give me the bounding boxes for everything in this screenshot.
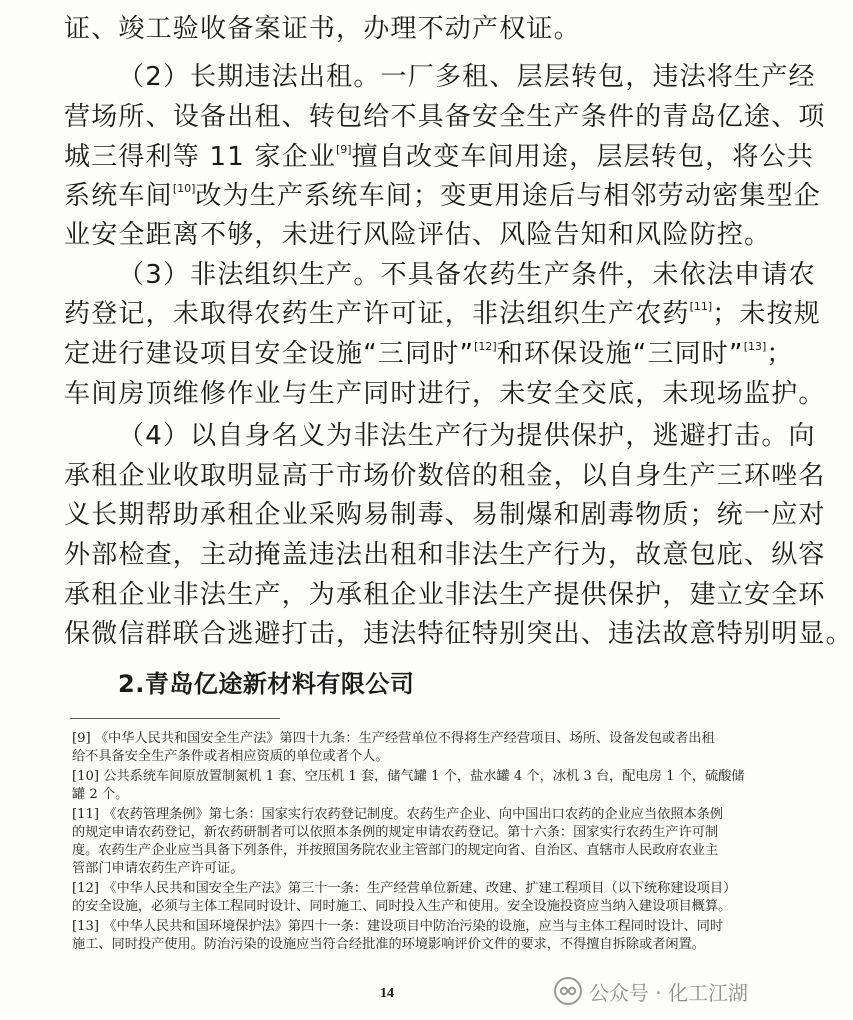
body-text-line: 承租企业收取明显高于市场价数倍的租金，以自身生产三环唑名 <box>64 461 826 491</box>
text-segment: 改为生产系统车间；变更用途后与相邻劳动密集型企 <box>195 181 822 211</box>
body-text-line: 外部检查，主动掩盖违法出租和非法生产行为，故意包庇、纵容 <box>64 540 826 570</box>
footnote-10: [10] 公共系统车间原放置制氮机 1 套、空压机 1 套，储气罐 1 个，盐水罐 4 个，冰机 3 台，配电房 1 个，硫酸储 <box>72 769 745 784</box>
body-text-line: 营场所、设备出租、转包给不具备安全生产条件的青岛亿途、项 <box>64 102 826 132</box>
watermark-text: 公众号 · 化工江湖 <box>588 980 748 1005</box>
body-text-line: 保微信群联合逃避打击，违法特征特别突出、违法故意特别明显。 <box>64 619 853 649</box>
text-segment: ；未按规 <box>712 299 822 329</box>
footnote-ref-12[interactable]: [12] <box>474 340 497 353</box>
paragraph-2-start: （2）长期违法出租。一厂多租、层层转包，违法将生产经 <box>118 62 816 92</box>
body-text-line <box>64 299 822 329</box>
footnote-11: [11] 《农药管理条例》第七条：国家实行农药登记制度。农药生产企业、向中国出口农药的企业应当依照本条例 <box>72 807 724 822</box>
watermark <box>553 976 748 1006</box>
body-text-line <box>64 142 815 172</box>
text-segment: 城三得利等 11 家企业 <box>64 142 337 172</box>
footnote-ref-10[interactable]: [10] <box>172 182 196 195</box>
body-text-line <box>64 339 794 369</box>
footnote-9-cont: 给不具备安全生产条件或者相应资质的单位或者个人。 <box>72 749 389 764</box>
body-text-line: 证、竣工验收备案证书，办理不动产权证。 <box>64 14 581 44</box>
text-segment: 和环保设施“三同时” <box>496 339 744 369</box>
footnote-12-cont: 的安全设施，必须与主体工程同时设计、同时施工、同时投入生产和使用。安全设施投资应当纳入建设项目概算。 <box>72 899 732 914</box>
wechat-official-account-icon <box>553 976 583 1006</box>
footnote-12: [12] 《中华人民共和国安全生产法》第三十一条：生产经营单位新建、改建、扩建工程项目（以下统称建设项目） <box>72 881 737 896</box>
footnote-ref-9[interactable]: [9] <box>336 143 352 156</box>
body-text-line: 车间房顶维修作业与生产同时进行，未安全交底，未现场监护。 <box>64 379 826 409</box>
page-number: 14 <box>380 986 394 1001</box>
footnote-11-cont: 度。农药生产企业应当具备下列条件，并按照国务院农业主管部门的规定向省、自治区、直辖市人民政府农业主 <box>72 843 719 858</box>
footnote-13: [13] 《中华人民共和国环境保护法》第四十一条：建设项目中防治污染的设施，应当与主体工程同时设计、同时 <box>72 919 724 934</box>
footnote-9: [9] 《中华人民共和国安全生产法》第四十九条：生产经营单位不得将生产经营项目、场所、设备发包或者出租 <box>72 731 715 746</box>
paragraph-3-start: （3）非法组织生产。不具备农药生产条件，未依法申请农 <box>118 260 816 290</box>
footnote-ref-11[interactable]: [11] <box>689 300 713 313</box>
body-text-line: 业安全距离不够，未进行风险评估、风险告知和风险防控。 <box>64 220 772 250</box>
text-segment: 系统车间 <box>64 181 173 211</box>
text-segment: 擅自改变车间用途，层层转包，将公共 <box>351 142 815 172</box>
body-text-line: 义长期帮助承租企业采购易制毒、易制爆和剧毒物质；统一应对 <box>64 500 826 530</box>
footnote-11-cont: 的规定申请农药登记，新农药研制者可以依照本条例的规定申请农药登记。第十六条：国家实行农药生产许可制 <box>72 825 719 840</box>
body-text-line <box>64 181 822 211</box>
footnote-11-cont: 管部门申请农药生产许可证。 <box>72 861 244 876</box>
footnote-divider <box>70 718 280 719</box>
text-segment: 定进行建设项目安全设施“三同时” <box>64 339 475 369</box>
footnote-13-cont: 施工、同时投产使用。防治污染的设施应当符合经批准的环境影响评价文件的要求，不得擅自拆除或者闲置。 <box>72 937 705 952</box>
footnote-ref-13[interactable]: [13] <box>743 340 767 353</box>
body-text-line: 承租企业非法生产，为承租企业非法生产提供保护，建立安全环 <box>64 580 826 610</box>
paragraph-4-start: （4）以自身名义为非法生产行为提供保护，逃避打击。向 <box>118 421 816 451</box>
text-segment: 药登记，未取得农药生产许可证，非法组织生产农药 <box>64 299 690 329</box>
footnote-10-cont: 罐 2 个。 <box>72 787 129 802</box>
section-heading: 2.青岛亿途新材料有限公司 <box>118 670 415 698</box>
text-segment: ； <box>766 339 794 369</box>
